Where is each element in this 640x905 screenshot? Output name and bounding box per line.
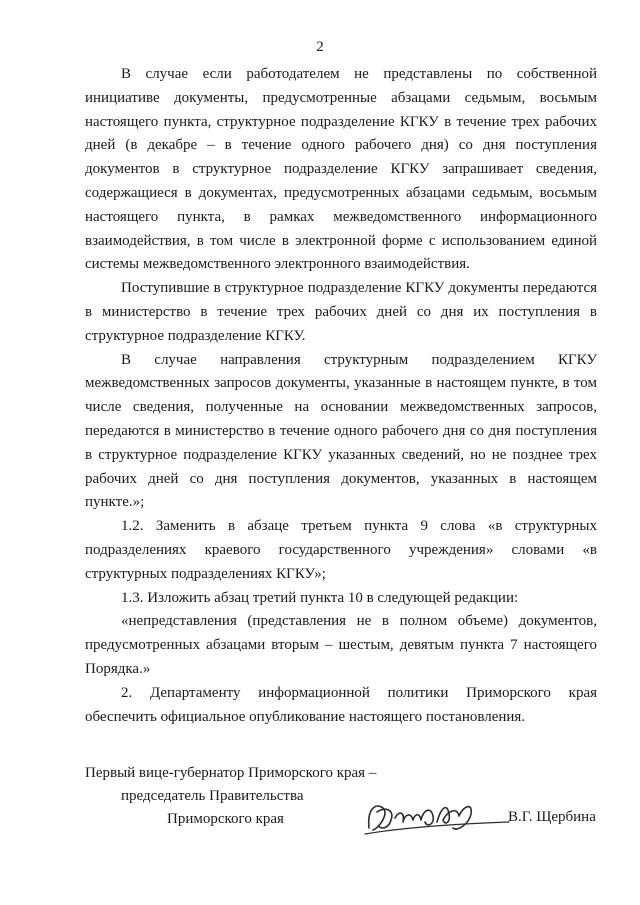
signatory-title-line-3: Приморского края [167,811,284,827]
signatory-title-line-1: Первый вице-губернатор Приморского края – [85,765,377,781]
page-number: 2 [316,39,324,55]
paragraph-4: 1.2. Заменить в абзаце третьем пункта 9 слова «в структурных подразделениях краевого государственного учреждения» словами «в структурных подразделениях КГКУ»; [85,518,597,582]
paragraph-5: 1.3. Изложить абзац третий пункта 10 в следующей редакции: [121,589,519,606]
paragraph-6: «непредставления (представления не в полном объеме) документов, предусмотренных абзацами вторым – шестым, девятым пункта 7 настоящего Порядка.» [85,613,597,677]
paragraph-2: Поступившие в структурное подразделение КГКУ документы передаются в министерство в течение трех рабочих дней со дня их поступления в структурное подразделение КГКУ. [85,280,597,344]
paragraph-7: 2. Департаменту информационной политики Приморского края обеспечить официальное опубликование настоящего постановления. [85,684,597,725]
paragraph-3: В случае направления структурным подразделением КГКУ межведомственных запросов документы, указанные в настоящем пункте, в том числе сведения, полученные на основании межведомственных запросов, передаются в министерство в течение одного рабочего дня со дня поступления в структурное подразделение КГКУ указанных сведений, но не позднее трех рабочих дней со дня поступления документов, указанных в настоящем пункте.»; [85,351,597,511]
signature-block [85,762,605,852]
handwritten-signature [361,788,511,844]
document-body [85,63,597,729]
signatory-title-line-2: председатель Правительства [121,788,304,804]
paragraph-1: В случае если работодателем не представлены по собственной инициативе документы, предусмотренные абзацами седьмым, восьмым настоящего пункта, структурное подразделение КГКУ в течение трех рабочих дней (в декабре – в течение одного рабочего дня) со дня поступления документов в структурное подразделение КГКУ запрашивает сведения, содержащиеся в документах, предусмотренных абзацами седьмым, восьмым настоящего пункта, в рамках межведомственного информационного взаимодействия, в том числе в электронной форме с использованием единой системы межведомственного электронного взаимодействия. [85,66,597,273]
signatory-name: В.Г. Щербина [508,809,596,825]
